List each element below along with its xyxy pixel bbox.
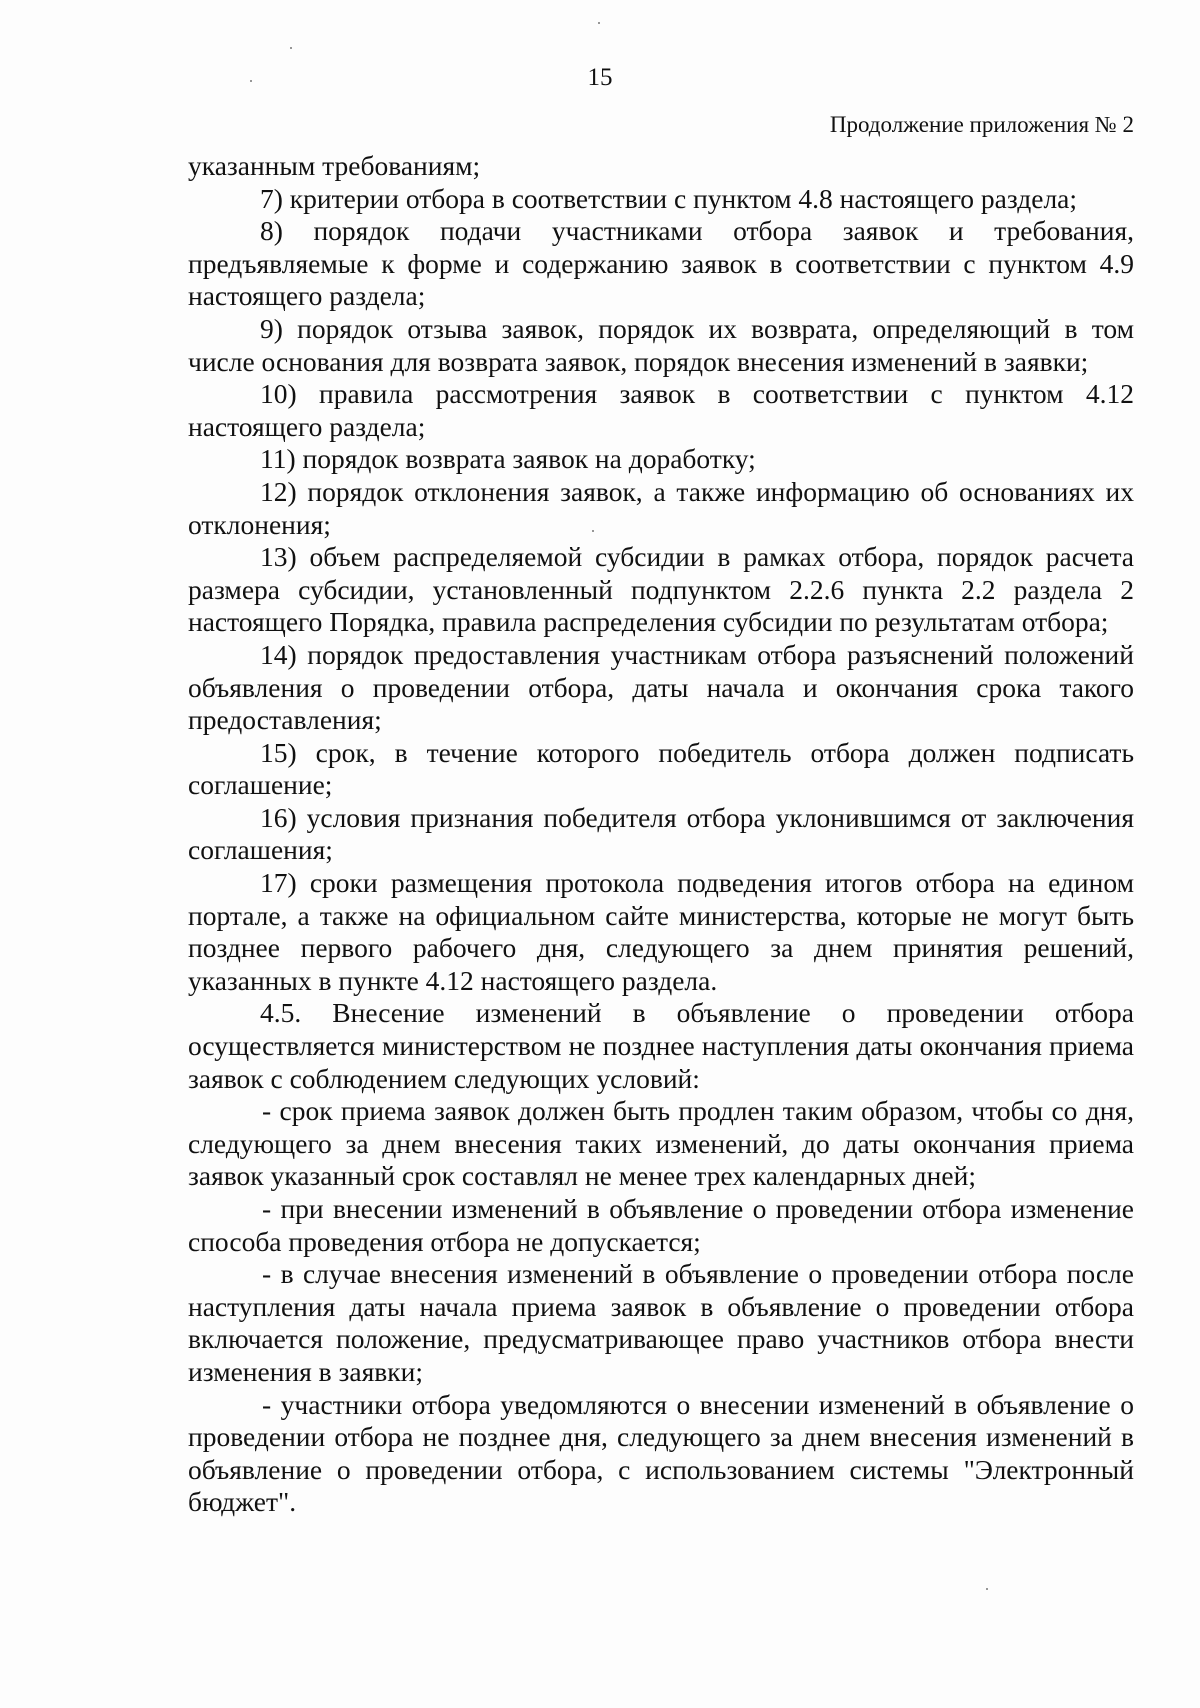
paragraph-condition-4: - участники отбора уведомляются о внесении изменений в объявление о проведении отбора не позднее дня, следующего за днем внесения изменений в объявление о проведении отбора, с использованием системы "Электронный бюджет". (188, 1388, 1134, 1518)
scan-speck (250, 80, 252, 82)
paragraph-item-11: 11) порядок возврата заявок на доработку; (260, 443, 756, 475)
paragraph-item-9: 9) порядок отзыва заявок, порядок их возврата, определяющий в том числе основания для возврата заявок, порядок внесения изменений в заявки; (188, 312, 1134, 377)
document-body (188, 150, 1134, 1519)
scan-speck (592, 530, 594, 532)
paragraph-item-7: 7) критерии отбора в соответствии с пунктом 4.8 настоящего раздела; (260, 182, 1078, 214)
scan-speck (986, 1588, 988, 1590)
paragraph-condition-2: - при внесении изменений в объявление о проведении отбора изменение способа проведения отбора не допускается; (188, 1193, 1134, 1257)
paragraph-item-14: 14) порядок предоставления участникам отбора разъяснений положений объявления о проведении отбора, даты начала и окончания срока такого предоставления; (188, 638, 1134, 736)
scan-speck (598, 22, 600, 24)
paragraph-item-16: 16) условия признания победителя отбора уклонившимся от заключения соглашения; (188, 801, 1134, 866)
paragraph-section-4-5: 4.5. Внесение изменений в объявление о проведении отбора осуществляется министерством не позднее наступления даты окончания приема заявок с соблюдением следующих условий: (188, 997, 1134, 1094)
paragraph-item-13: 13) объем распределяемой субсидии в рамках отбора, порядок расчета размера субсидии, установленный подпунктом 2.2.6 пункта 2.2 раздела 2 настоящего Порядка, правила распределения субсидии по результатам отбора; (188, 541, 1134, 638)
paragraph-item-10: 10) правила рассмотрения заявок в соответствии с пунктом 4.12 настоящего раздела; (188, 378, 1134, 442)
paragraph-continuation: указанным требованиям; (188, 150, 481, 181)
paragraph-item-12: 12) порядок отклонения заявок, а также информацию об основаниях их отклонения; (188, 475, 1134, 540)
appendix-continuation-note: Продолжение приложения № 2 (829, 112, 1134, 137)
paragraph-item-15: 15) срок, в течение которого победитель отбора должен подписать соглашение; (188, 736, 1134, 801)
paragraph-item-8: 8) порядок подачи участниками отбора заявок и требования, предъявляемые к форме и содержанию заявок в соответствии с пунктом 4.9 настоящего раздела; (188, 215, 1134, 312)
scan-speck (290, 47, 292, 49)
paragraph-item-17: 17) сроки размещения протокола подведения итогов отбора на едином портале, а также на официальном сайте министерства, которые не могут быть позднее первого рабочего дня, следующего за днем принятия решений, указанных в пункте 4.12 настоящего раздела. (188, 867, 1134, 996)
page-number: 15 (587, 64, 613, 91)
paragraph-condition-1: - срок приема заявок должен быть продлен таким образом, чтобы со дня, следующего за днем внесения таких изменений, до даты окончания приема заявок указанный срок составлял не менее трех календарных дней; (188, 1095, 1134, 1192)
paragraph-condition-3: - в случае внесения изменений в объявление о проведении отбора после наступления даты начала приема заявок в объявление о проведении отбора включается положение, предусматривающее право участников отбора внести изменения в заявки; (188, 1258, 1134, 1387)
